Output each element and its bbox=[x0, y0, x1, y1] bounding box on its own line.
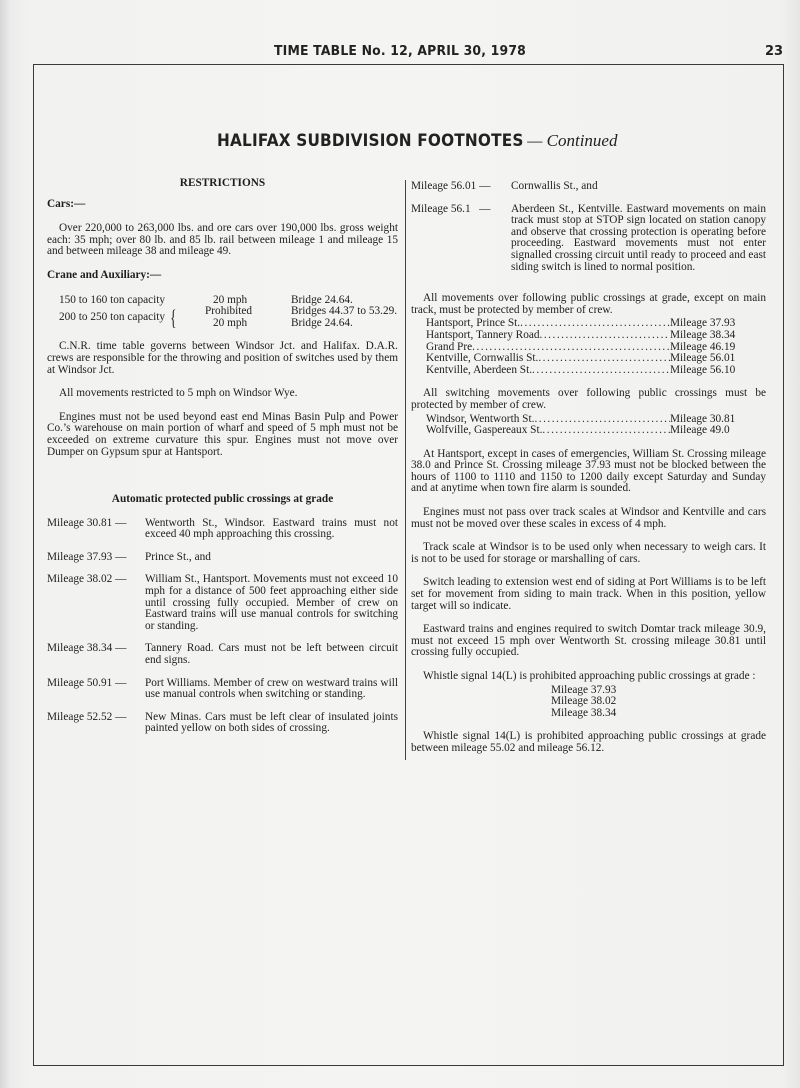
list-item bbox=[426, 330, 766, 342]
crossing-text: Wentworth St., Windsor. Eastward trains must not exceed 40 mph approaching this crossing. bbox=[145, 516, 398, 541]
list-item-mileage: Mileage 56.10 bbox=[670, 364, 736, 376]
crane-row bbox=[59, 306, 398, 329]
crossing-entry bbox=[47, 643, 398, 666]
list-item-name: Windsor, Wentworth St. bbox=[426, 413, 535, 425]
list-item-mileage: Mileage 38.34 bbox=[670, 329, 736, 341]
list-item bbox=[426, 425, 766, 437]
crane-capacity: 200 to 250 ton capacity bbox=[59, 310, 166, 323]
list-item-name: Hantsport, Prince St. bbox=[426, 318, 521, 330]
crossing-mileage: Mileage 38.34 — bbox=[47, 642, 127, 655]
crossing-entry bbox=[47, 678, 398, 701]
page-number: 23 bbox=[765, 44, 784, 59]
crossing-text: Cornwallis St., and bbox=[511, 180, 598, 192]
list-item-mileage: Mileage 46.19 bbox=[670, 341, 736, 353]
switching-crossings-list bbox=[426, 414, 766, 437]
leader-dots bbox=[540, 330, 670, 342]
paragraph: Engines must not be used beyond east end Minas Basin Pulp and Power Co.’s warehouse on main portion of wharf and speed of 5 mph must not be exceeded on extreme curvature this spur. Engines must not move over Dumper on Gypsum spur at Hantsport. bbox=[47, 410, 398, 458]
crossings-heading: Automatic protected public crossings at grade bbox=[111, 493, 334, 506]
list-item-mileage: Mileage 56.01 bbox=[670, 353, 736, 365]
crossing-entry bbox=[411, 181, 766, 193]
list-item-name: Grand Pre bbox=[426, 341, 473, 353]
switching-intro: All switching movements over following public crossings must be protected by member of crew. bbox=[411, 387, 766, 411]
crane-note: Bridges 44.37 to 53.29. bbox=[291, 305, 398, 318]
crossing-text: New Minas. Cars must be left clear of insulated joints painted yellow on both sides of crossing. bbox=[145, 710, 398, 735]
column-divider bbox=[405, 180, 406, 760]
section-title bbox=[0, 131, 800, 151]
whistle-intro: Whistle signal 14(L) is prohibited approaching public crossings at grade : bbox=[423, 670, 756, 682]
cars-heading: Cars:— bbox=[47, 197, 86, 210]
leader-dots bbox=[538, 353, 670, 365]
crossing-entry bbox=[47, 552, 398, 564]
whistle-final: Whistle signal 14(L) is prohibited approaching public crossings at grade between mileage 55.02 and mileage 56.12. bbox=[411, 730, 766, 754]
list-item-mileage: Mileage 30.81 bbox=[670, 413, 736, 425]
paragraph: C.N.R. time table governs between Windsor Jct. and Halifax. D.A.R. crews are responsible for the throwing and position of switches used by them at Windsor Jct. bbox=[47, 340, 398, 376]
crane-speed: Prohibited bbox=[205, 305, 253, 318]
crossing-entry bbox=[411, 204, 766, 274]
paragraph: All movements restricted to 5 mph on Windsor Wye. bbox=[59, 387, 298, 400]
crane-table bbox=[59, 295, 398, 330]
crane-note: Bridge 24.64. bbox=[291, 316, 353, 329]
paragraph: Switch leading to extension west end of siding at Port Williams is to be left set for movement from siding to main track. When in this position, yellow target will so indicate. bbox=[411, 576, 766, 612]
section-title-main: HALIFAX SUBDIVISION FOOTNOTES bbox=[216, 131, 524, 151]
section-title-continued: — Continued bbox=[527, 131, 618, 150]
list-item: Mileage 38.02 bbox=[551, 695, 617, 708]
leader-dots bbox=[472, 342, 670, 354]
crossing-mileage: Mileage 38.02 — bbox=[47, 573, 127, 586]
right-column bbox=[411, 181, 766, 767]
crossing-text: Port Williams. Member of crew on westward trains will use manual controls when switching or standing. bbox=[145, 676, 398, 701]
list-item-mileage: Mileage 49.0 bbox=[670, 425, 730, 437]
crane-sub-row bbox=[205, 318, 397, 330]
crane-heading: Crane and Auxiliary:— bbox=[47, 268, 162, 281]
crane-speed: 20 mph bbox=[213, 293, 248, 306]
crossing-mileage: Mileage 52.52 — bbox=[47, 710, 127, 723]
list-item-mileage: Mileage 37.93 bbox=[670, 318, 736, 330]
list-item bbox=[426, 414, 766, 426]
leader-dots bbox=[542, 425, 670, 437]
crane-note: Bridge 24.64. bbox=[291, 293, 353, 306]
crane-speed: 20 mph bbox=[213, 316, 248, 329]
paragraph: Track scale at Windsor is to be used only when necessary to weigh cars. It is not to be used for storage or marshalling of cars. bbox=[411, 541, 766, 565]
list-item: Mileage 38.34 bbox=[551, 706, 617, 719]
crossing-text: William St., Hantsport. Movements must not exceed 10 mph for a distance of 500 feet approaching either side until crossing fully occupied. Member of crew on Eastward trains will use manual controls for switching or standing. bbox=[145, 573, 398, 632]
list-item bbox=[426, 353, 766, 365]
running-head: TIME TABLE No. 12, APRIL 30, 1978 bbox=[274, 43, 526, 59]
crossing-entry bbox=[47, 518, 398, 541]
whistle-mileage-list bbox=[551, 685, 766, 720]
leader-dots bbox=[520, 318, 670, 330]
leader-dots bbox=[532, 365, 670, 377]
crane-sub-rows bbox=[205, 306, 397, 329]
list-item bbox=[426, 318, 766, 330]
restrictions-heading: RESTRICTIONS bbox=[179, 177, 266, 189]
crane-capacity-cell bbox=[59, 306, 205, 329]
list-item-name: Kentville, Aberdeen St. bbox=[426, 364, 533, 376]
crossing-mileage: Mileage 37.93 — bbox=[47, 550, 127, 563]
list-item bbox=[426, 365, 766, 377]
brace-glyph: { bbox=[170, 304, 177, 330]
list-item bbox=[426, 342, 766, 354]
crossing-text: Prince St., and bbox=[145, 550, 211, 563]
list-item: Mileage 37.93 bbox=[551, 683, 617, 696]
left-column bbox=[47, 178, 398, 746]
crane-capacity: 150 to 160 ton capacity bbox=[59, 293, 166, 306]
spacer bbox=[47, 470, 398, 494]
list-item-name: Wolfville, Gaspereaux St. bbox=[426, 425, 543, 437]
crane-sub-row bbox=[205, 306, 397, 318]
paragraph: At Hantsport, except in cases of emergencies, William St. Crossing mileage 38.0 and Prince St. Crossing mileage 37.93 must not be blocked between the hours of 1100 to 1110 and 1150 to 1200 daily except Saturday and Sunday and at anytime when town fire alarm is sounded. bbox=[411, 447, 766, 495]
crossing-text: Aberdeen St., Kentville. Eastward movements on main track must stop at STOP sign located on station canopy and observe that crossing protection is operating before proceeding. Eastward movements must not enter signalled crossing circuit until ready to proceed and east siding switch is lined to normal position. bbox=[511, 202, 766, 273]
crossing-mileage: Mileage 50.91 — bbox=[47, 676, 127, 689]
crossing-entry bbox=[47, 574, 398, 632]
cars-paragraph: Over 220,000 to 263,000 lbs. and ore cars over 190,000 lbs. gross weight each: 35 mph; over 80 lb. and 85 lb. rail between mileage 1 and mileage 15 and between mileage 38 and mileage 49. bbox=[47, 222, 398, 258]
crossing-mileage: Mileage 56.01 — bbox=[411, 180, 491, 192]
crossing-entry bbox=[47, 712, 398, 735]
protected-crossings-list bbox=[426, 318, 766, 376]
leader-dots bbox=[534, 414, 670, 426]
list-item-name: Kentville, Cornwallis St. bbox=[426, 353, 539, 365]
crossing-mileage: Mileage 30.81 — bbox=[47, 516, 127, 529]
crossing-text: Tannery Road. Cars must not be left between circuit end signs. bbox=[145, 642, 398, 667]
paragraph: Eastward trains and engines required to switch Domtar track mileage 30.9, must not exceed 15 mph over Wentworth St. crossing mileage 30.81 until crossing fully occupied. bbox=[411, 623, 766, 659]
crossing-mileage: Mileage 56.1 — bbox=[411, 202, 491, 215]
protected-intro: All movements over following public crossings at grade, except on main track, must be protected by member of crew. bbox=[411, 292, 766, 316]
list-item-name: Hantsport, Tannery Road bbox=[426, 329, 540, 341]
paragraph: Engines must not pass over track scales at Windsor and Kentville and cars must not be moved over these scales in excess of 4 mph. bbox=[411, 506, 766, 530]
